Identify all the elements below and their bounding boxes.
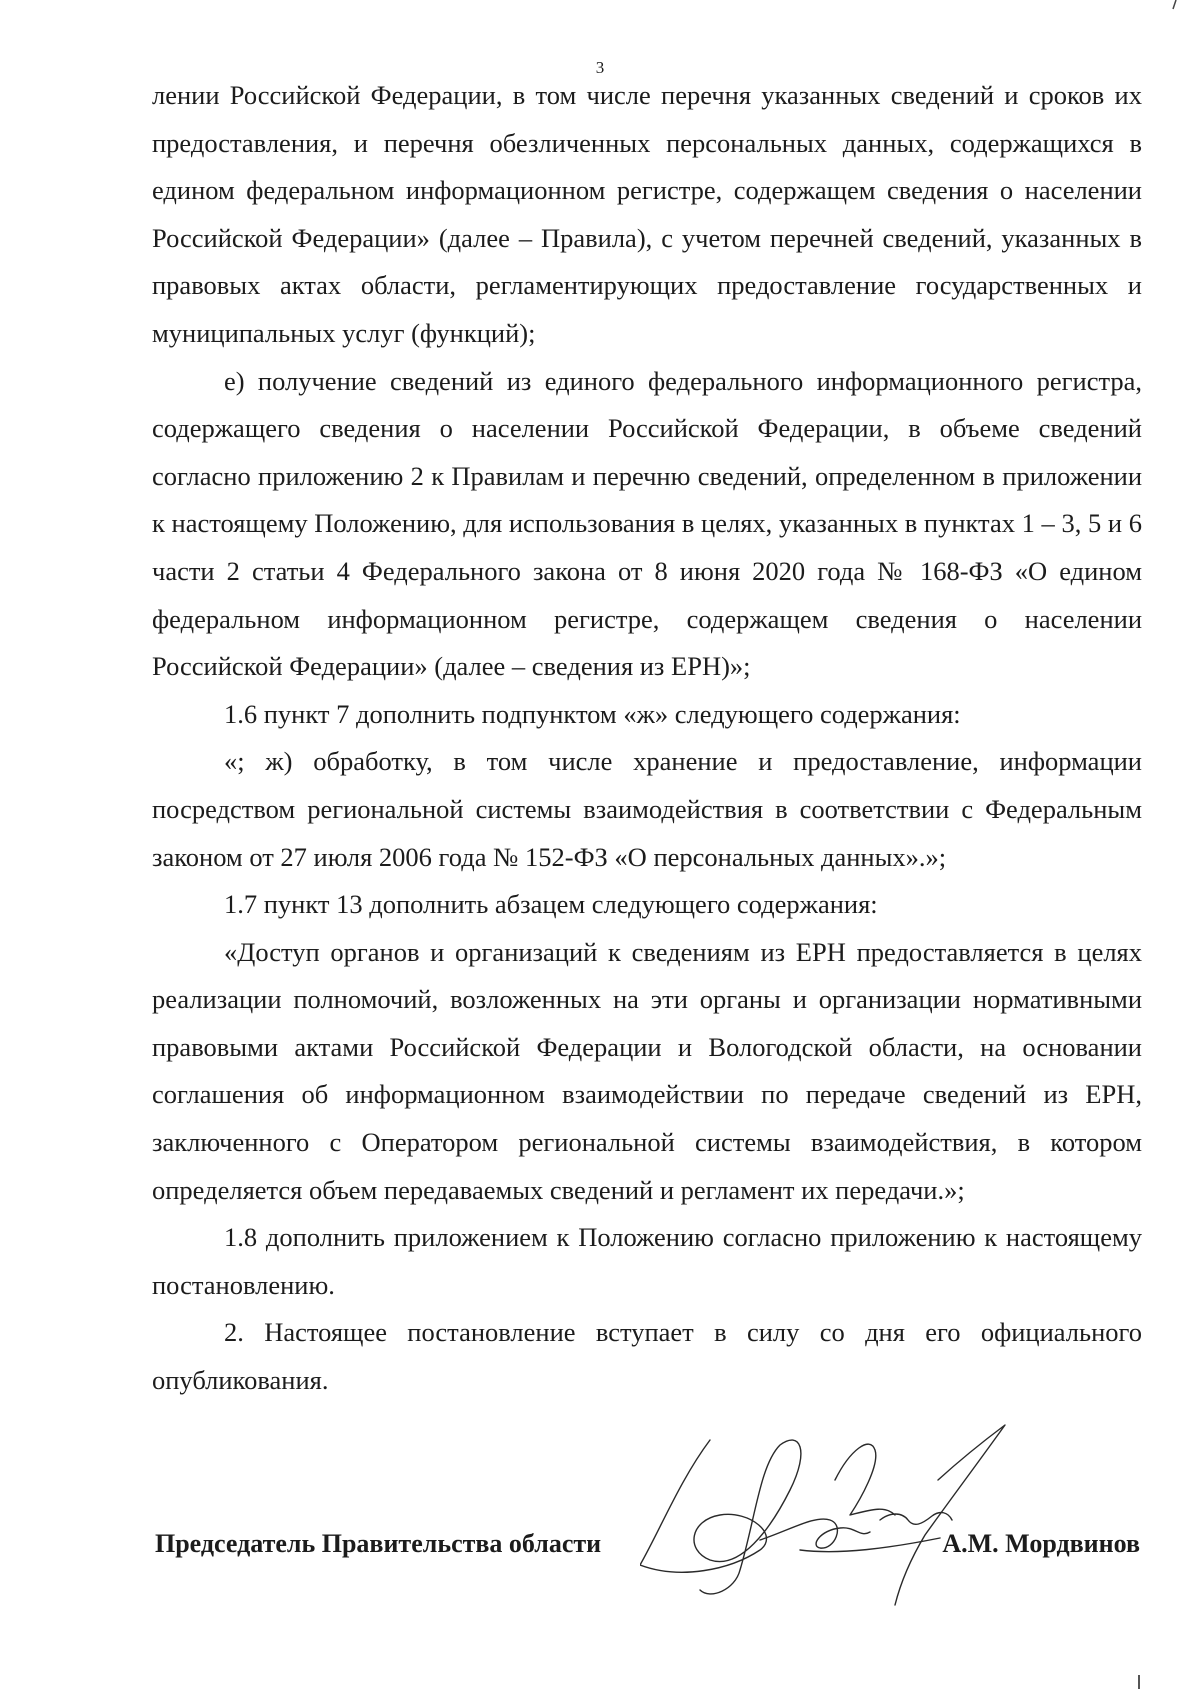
signature-block <box>155 1526 1140 1566</box>
page-number: 3 <box>595 58 605 77</box>
paragraph-1-7: 1.7 пункт 13 дополнить абзацем следующего содержания: <box>224 889 878 920</box>
paragraph-2: 2. Настоящее постановление вступает в силу со дня его официального опубликования. <box>152 1317 1142 1396</box>
paragraph-1-8: 1.8 дополнить приложением к Положению согласно приложению к настоящему постановлению. <box>152 1222 1142 1300</box>
scan-mark-icon <box>1168 0 1178 10</box>
paragraph-item-e: е) получение сведений из единого федерального информационного регистра, содержащего сведения о населении Российской Федерации, в объеме сведений согласно приложению 2 к Правилам и перечню сведений, определенном в приложении к настоящему Положению, для использования в целях, указанных в пунктах 1 – 3, 5 и 6 части 2 статьи 4 Федерального закона от 8 июня 2020 года № 168-ФЗ «О едином федеральном информационном регистре, содержащем сведения о населении Российской Федерации» (далее – сведения из ЕРН)»; <box>152 365 1142 682</box>
paragraph-continuation: лении Российской Федерации, в том числе перечня указанных сведений и сроков их предоставления, и перечня обезличенных персональных данных, содержащихся в едином федеральном информационном регистре, содержащем сведения о населении Российской Федерации» (далее – Правила), с учетом перечней сведений, указанных в правовых актах области, регламентирующих предоставление государственных и муниципальных услуг (функций); <box>152 80 1142 348</box>
document-body <box>152 72 1142 1405</box>
paragraph-item-zh: «; ж) обработку, в том числе хранение и предоставление, информации посредством региональной системы взаимодействия в соответствии с Федеральным законом от 27 июля 2006 года № 152-ФЗ «О персональных данных».»; <box>152 746 1142 872</box>
paragraph-1-6: 1.6 пункт 7 дополнить подпунктом «ж» следующего содержания: <box>224 698 961 729</box>
signatory-title: Председатель Правительства области <box>155 1529 602 1558</box>
scan-artifact <box>1138 1675 1140 1689</box>
signatory-name: А.М. Мордвинов <box>942 1529 1140 1558</box>
handwritten-signature <box>640 1420 1020 1610</box>
paragraph-access: «Доступ органов и организаций к сведениям из ЕРН предоставляется в целях реализации полномочий, возложенных на эти органы и организации нормативными правовыми актами Российской Федерации и Вологодской области, на основании соглашения об информационном взаимодействии по передаче сведений из ЕРН, заключенного с Оператором региональной системы взаимодействия, в котором определяется объем передаваемых сведений и регламент их передачи.»; <box>152 936 1142 1205</box>
